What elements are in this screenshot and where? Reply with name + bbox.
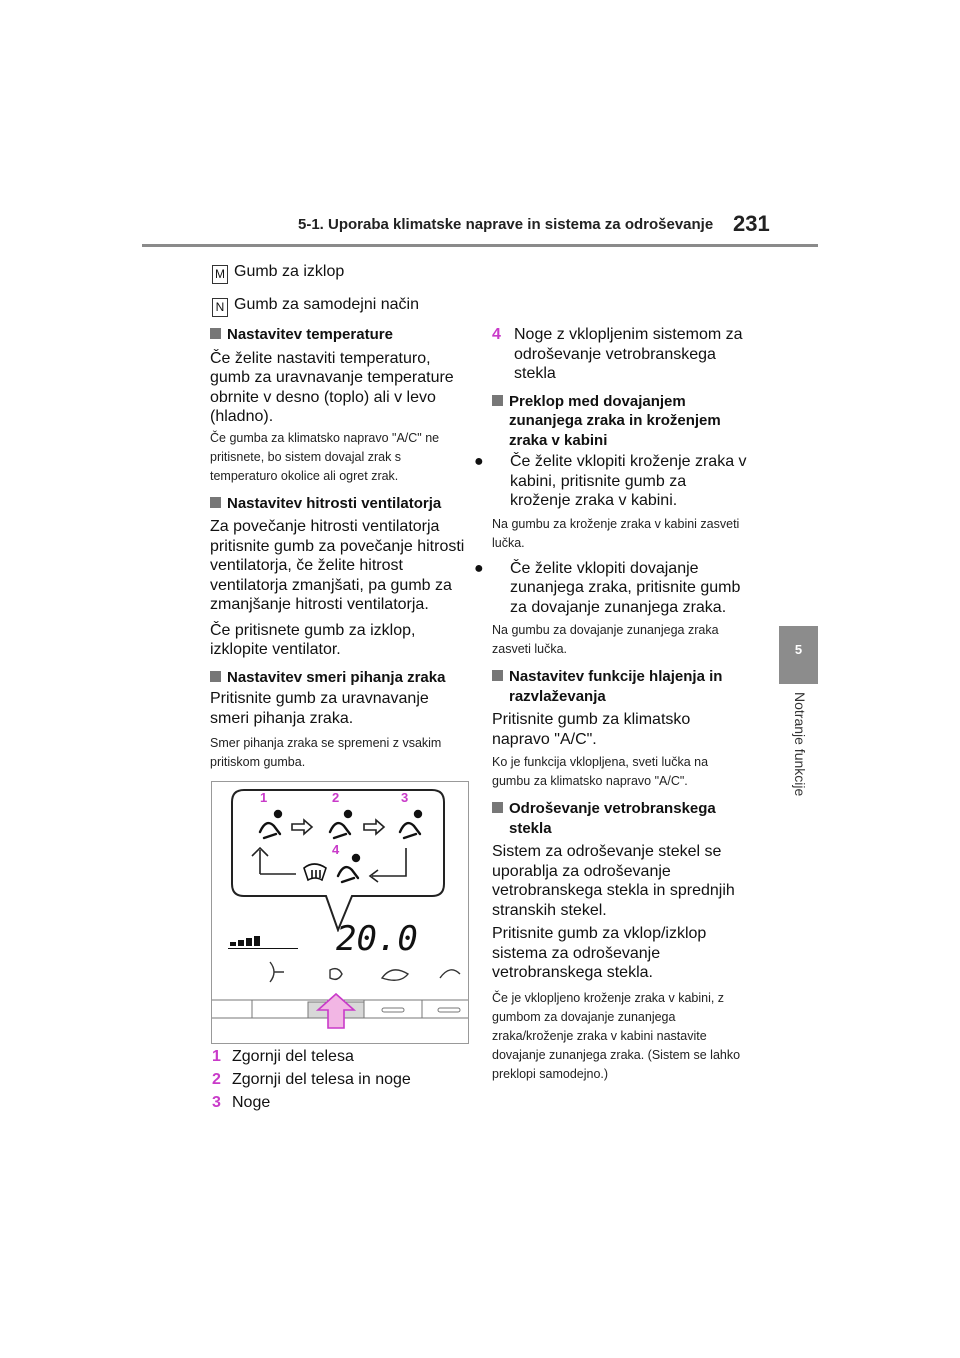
chapter-number: 5 — [794, 642, 803, 657]
section-heading: Nastavitev temperature — [210, 325, 465, 345]
bullet-dot-icon: ● — [474, 559, 484, 577]
square-bullet-icon — [210, 671, 221, 682]
section-heading: Preklop med dovajanjem zunanjega zraka in kroženjem zraka v kabini — [492, 392, 747, 451]
mode-label: 1 — [260, 790, 268, 805]
key-item-text: Gumb za samodejni način — [234, 296, 419, 313]
paragraph: Sistem za odroševanje stekel se uporablja za odroševanje vetrobranskega stekla in sprednjih stranskih stekel. — [492, 843, 735, 919]
square-bullet-icon — [210, 328, 221, 339]
mode-label: 4 — [332, 842, 340, 857]
note: Na gumbu za kroženje zraka v kabini zasveti lučka. — [492, 516, 740, 550]
mode-label: 2 — [332, 790, 340, 805]
bullet-item: ● Če želite vklopiti kroženje zraka v kabini, pritisnite gumb za kroženje zraka v kabini. — [474, 453, 747, 509]
left-column — [210, 325, 465, 772]
paragraph: Če pritisnete gumb za izklop, izklopite ventilator. — [210, 621, 416, 658]
paragraph: Za povečanje hitrosti ventilatorja pritisnite gumb za povečanje hitrosti ventilatorja, če želite hitrost ventilatorja zmanjšati, pa gumb za zmanjšanje hitrosti ventilatorja. — [210, 518, 465, 613]
note: Ko je funkcija vklopljena, sveti lučka na gumbu za klimatsko napravo "A/C". — [492, 755, 709, 788]
header-rule — [142, 244, 818, 247]
section-heading: Nastavitev funkcije hlajenja in razvlaževanja — [492, 667, 747, 706]
key-item-m — [212, 262, 344, 284]
section-heading: Nastavitev hitrosti ventilatorja — [210, 494, 465, 514]
temperature-readout: 20.0 — [336, 919, 418, 959]
note: Če gumba za klimatsko napravo "A/C" ne pritisnete, bo sistem dovajal zrak s temperaturo okolice ali ogret zrak. — [210, 430, 440, 483]
mode-item: 3 Noge — [212, 1094, 271, 1111]
key-item-text: Gumb za izklop — [234, 263, 345, 280]
square-bullet-icon — [210, 497, 221, 508]
mode-label: 3 — [401, 790, 409, 805]
section-title: 5-1. Uporaba klimatske naprave in sistema za odroševanje — [298, 216, 714, 233]
square-bullet-icon — [492, 670, 503, 681]
page-number: 231 — [733, 211, 770, 236]
mode-item: 2 Zgornji del telesa in noge — [212, 1071, 411, 1088]
key-item-n — [212, 295, 419, 317]
paragraph: Pritisnite gumb za uravnavanje smeri pihanja zraka. — [210, 690, 429, 727]
paragraph: Pritisnite gumb za klimatsko napravo "A/C". — [492, 711, 691, 748]
climate-panel-illustration — [212, 782, 468, 1043]
chapter-label: Notranje funkcije — [792, 692, 808, 797]
note: Smer pihanja zraka se spremeni z vsakim pritiskom gumba. — [210, 736, 442, 769]
note: Na gumbu za dovajanje zunanjega zraka zasveti lučka. — [492, 623, 719, 656]
bullet-dot-icon: ● — [474, 453, 484, 470]
square-bullet-icon — [492, 395, 503, 406]
mode-item: 4 Noge z vklopljenim sistemom za odroševanje vetrobranskega stekla — [492, 326, 743, 382]
square-bullet-icon — [492, 802, 503, 813]
mode-item: 1 Zgornji del telesa — [212, 1048, 354, 1065]
bullet-item: ● Če želite vklopiti dovajanje zunanjega zraka, pritisnite gumb za dovajanje zunanjega zraka. — [474, 559, 741, 616]
key-badge: M — [212, 265, 228, 284]
key-badge: N — [212, 298, 228, 317]
section-heading: Nastavitev smeri pihanja zraka — [210, 668, 465, 688]
airflow-mode-figure — [211, 781, 469, 1044]
right-column — [474, 325, 747, 1084]
paragraph: Pritisnite gumb za vklop/izklop sistema za odroševanje vetrobranskega stekla. — [492, 925, 707, 981]
section-heading: Odroševanje vetrobranskega stekla — [492, 799, 747, 838]
paragraph: Če želite nastaviti temperaturo, gumb za uravnavanje temperature obrnite v desno (toplo) ali v levo (hladno). — [210, 349, 454, 425]
note: Če je vklopljeno kroženje zraka v kabini, z gumbom za dovajanje zunanjega zraka/kroženje zraka v kabini nastavite dovajanje zunanjega zraka. (Sistem se lahko preklopi samodejno.) — [492, 990, 741, 1081]
